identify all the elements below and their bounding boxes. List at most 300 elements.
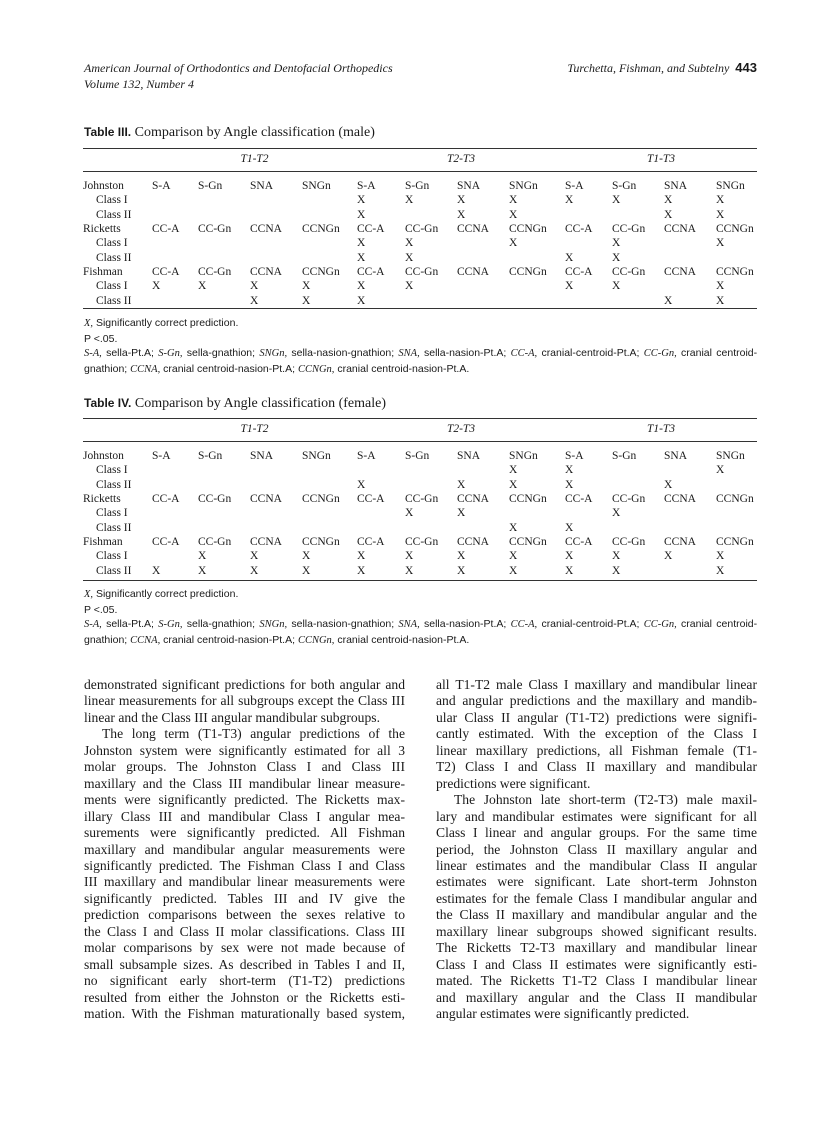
footnote-x xyxy=(84,316,757,332)
table-row xyxy=(83,463,757,477)
group-spacer xyxy=(83,422,152,436)
measure-header-cell: SNGn xyxy=(716,180,745,193)
text-line: maxillary and the Class III mandibular linear measure- xyxy=(84,775,405,791)
footnote-abbr: S-Gn, xyxy=(158,348,183,359)
text-line: maxillary and mandibular angular measurements were xyxy=(84,841,405,857)
significance-cell xyxy=(250,520,302,534)
significance-cell xyxy=(457,236,509,250)
text-line: maxillary linear subgroups showed significant results. xyxy=(436,923,757,939)
measure-header-cell: SNA xyxy=(664,180,688,193)
table-title: Comparison by Angle classification (male) xyxy=(134,125,375,140)
footnote-abbr: CCNA, xyxy=(130,363,161,375)
text-line: linear estimates and the mandibular Class II angular xyxy=(436,857,757,873)
measure-header-cell: CCNA xyxy=(457,265,489,278)
footnote-def: cranial centroid-nasion-Pt.A. xyxy=(337,633,470,646)
text-line: illary Class III and mandibular Class I angular mea- xyxy=(84,808,405,824)
footnote-abbr: CC-A, xyxy=(510,619,538,630)
significance-cell: X xyxy=(250,550,259,563)
table-rule xyxy=(83,171,757,172)
text-line: lary and mandibular estimates were significant for all xyxy=(436,808,757,824)
table-group-header xyxy=(83,152,757,166)
measure-header-cell: CC-A xyxy=(152,223,180,236)
table-row xyxy=(83,222,757,236)
significance-cell xyxy=(198,193,250,207)
body-column-left xyxy=(84,677,405,1023)
row-label: Johnston xyxy=(83,450,124,463)
table-body xyxy=(83,449,757,578)
row-label: Johnston xyxy=(83,180,124,193)
significance-cell xyxy=(198,506,250,520)
row-label: Class I xyxy=(96,507,128,520)
significance-cell: X xyxy=(457,507,466,520)
measure-header-cell: SNGn xyxy=(716,450,745,463)
significance-cell: X xyxy=(716,564,725,577)
significance-cell xyxy=(357,520,405,534)
footnote-def: cranial centroid-gnathion; xyxy=(84,347,758,375)
significance-cell xyxy=(152,193,198,207)
group-label-t1-t2: T1-T2 xyxy=(240,153,269,165)
row-label: Ricketts xyxy=(83,223,121,236)
significance-cell xyxy=(250,236,302,250)
significance-cell xyxy=(664,279,716,293)
significance-cell xyxy=(664,463,716,477)
measure-header-cell: CCNGn xyxy=(302,265,340,278)
measure-header-cell: CCNA xyxy=(457,535,489,548)
table-row xyxy=(83,535,757,549)
footnote-abbr: X, xyxy=(84,589,94,600)
significance-cell: X xyxy=(664,194,673,207)
measure-header-cell: CCNGn xyxy=(302,223,340,236)
significance-cell: X xyxy=(302,294,311,307)
measure-header-cell: S-A xyxy=(565,180,584,193)
significance-cell xyxy=(509,293,565,307)
significance-cell: X xyxy=(612,550,621,563)
significance-cell xyxy=(250,250,302,264)
table-row xyxy=(83,236,757,250)
significance-cell xyxy=(302,520,357,534)
measure-header-cell: CCNGn xyxy=(716,535,754,548)
measure-header-cell: SNGn xyxy=(302,450,331,463)
table-row xyxy=(83,520,757,534)
body-column-right xyxy=(436,677,757,1023)
text-line: T2) Class I and Class II maxillary and mandibular xyxy=(436,759,757,775)
significance-cell xyxy=(405,463,457,477)
significance-cell xyxy=(198,478,250,492)
significance-cell: X xyxy=(250,280,259,293)
significance-cell xyxy=(716,250,757,264)
text-line: cantly estimated. With the exception of the Class I xyxy=(436,726,757,742)
text-line: and maxillary angular and the Class II mandibular xyxy=(436,989,757,1005)
table-caption xyxy=(84,125,375,141)
significance-cell: X xyxy=(612,237,621,250)
significance-cell: X xyxy=(357,208,366,221)
group-label-t1-t3: T1-T3 xyxy=(646,153,676,165)
footnote-def: sella-Pt.A; xyxy=(106,347,154,359)
significance-cell: X xyxy=(716,208,725,221)
significance-cell: X xyxy=(664,478,673,491)
measure-header-cell: CCNGn xyxy=(509,223,547,236)
significance-cell xyxy=(612,208,664,222)
footnote-def: sella-nasion-Pt.A; xyxy=(424,618,507,630)
text-line: no significant early short-term (T1-T2) predictions xyxy=(84,973,405,989)
measure-header-cell: CC-A xyxy=(357,535,385,548)
significance-cell: X xyxy=(509,237,518,250)
significance-cell: X xyxy=(405,280,414,293)
significance-cell xyxy=(152,293,198,307)
significance-cell xyxy=(664,506,716,520)
paragraph xyxy=(84,677,405,726)
text-line: the Class II maxillary and mandibular angular and the xyxy=(436,907,757,923)
footnote-abbr: S-A, xyxy=(84,619,102,630)
footnote-abbr: CCNGn, xyxy=(297,363,335,375)
significance-cell xyxy=(152,463,198,477)
significance-cell xyxy=(664,236,716,250)
significance-cell: X xyxy=(612,564,621,577)
text-line: The long term (T1-T3) angular predictions of the xyxy=(102,726,405,742)
text-line: angular estimates were significantly predicted. xyxy=(436,1006,690,1022)
paragraph xyxy=(436,677,757,792)
table-rule xyxy=(83,148,757,149)
significance-cell xyxy=(457,279,509,293)
table-caption xyxy=(84,396,386,412)
measure-header-cell: CC-Gn xyxy=(612,265,646,278)
significance-cell: X xyxy=(357,294,366,307)
significance-cell: X xyxy=(509,521,518,534)
significance-cell: X xyxy=(357,237,366,250)
measure-header-cell: CCNA xyxy=(457,493,489,506)
significance-cell: X xyxy=(302,550,311,563)
measure-header-cell: S-A xyxy=(357,450,376,463)
row-label: Class II xyxy=(96,251,132,264)
measure-header-cell: CCNA xyxy=(250,493,282,506)
significance-cell: X xyxy=(250,564,259,577)
text-line: The Ricketts T2-T3 maxillary and mandibular linear xyxy=(436,940,757,956)
footnote-def: cranial centroid-nasion-Pt.A; xyxy=(163,362,296,375)
significance-cell: X xyxy=(664,550,673,563)
text-line: the Class I and Class II molar classifications. Class III xyxy=(84,923,405,939)
measure-header-cell: SNA xyxy=(664,450,688,463)
footnote-abbr: SNA, xyxy=(398,619,420,630)
measure-header-cell: SNA xyxy=(457,450,481,463)
text-line: significantly predicted. Tables III and IV give the xyxy=(84,890,405,906)
significance-cell xyxy=(565,293,612,307)
measure-header-cell: S-Gn xyxy=(405,180,430,193)
measure-header-cell: S-A xyxy=(357,180,376,193)
measure-header-cell: CC-A xyxy=(565,223,593,236)
significance-cell xyxy=(509,250,565,264)
significance-cell xyxy=(152,250,198,264)
row-label: Class I xyxy=(96,550,128,563)
measure-header-cell: SNGn xyxy=(509,180,538,193)
text-line: linear and the Class III angular mandibular subgroups. xyxy=(84,709,380,725)
text-line: estimates for the female Class I mandibular angular and xyxy=(436,890,757,906)
significance-cell xyxy=(716,520,757,534)
measure-header-cell: CC-Gn xyxy=(198,265,232,278)
table-rule xyxy=(83,418,757,419)
significance-cell: X xyxy=(457,208,466,221)
text-line: linear maxillary predictions, all Fishman female (T1- xyxy=(436,742,757,758)
measure-header-cell: S-A xyxy=(152,180,171,193)
significance-cell xyxy=(405,293,457,307)
footnote-def: sella-gnathion; xyxy=(186,347,256,359)
significance-cell xyxy=(565,236,612,250)
significance-cell xyxy=(302,208,357,222)
footnote-abbr: CC-A, xyxy=(510,348,538,359)
significance-cell: X xyxy=(405,507,414,520)
table-label: Table III. xyxy=(84,125,132,139)
table-row xyxy=(83,193,757,207)
table-row xyxy=(83,549,757,563)
row-label: Fishman xyxy=(83,535,123,548)
significance-cell: X xyxy=(612,194,621,207)
significance-cell xyxy=(198,520,250,534)
text-line: demonstrated significant predictions for both angular and xyxy=(84,677,405,692)
measure-header-cell: CCNA xyxy=(664,493,696,506)
row-label: Class I xyxy=(96,280,128,293)
footnote-abbr: SNGn, xyxy=(259,348,288,359)
measure-header-cell: S-A xyxy=(152,450,171,463)
text-line: predictions were significant. xyxy=(436,775,591,791)
measure-header-cell: CC-Gn xyxy=(198,223,232,236)
measure-header-cell: S-Gn xyxy=(612,180,637,193)
significance-cell xyxy=(152,520,198,534)
footnote-abbr: S-Gn, xyxy=(158,619,183,630)
measure-header-cell: CCNGn xyxy=(716,223,754,236)
paragraph xyxy=(436,792,757,1022)
table-rule xyxy=(83,441,757,442)
measure-header-cell: CCNA xyxy=(250,223,282,236)
text-line: molar comparisons by sex were not made because of xyxy=(84,940,405,956)
significance-cell: X xyxy=(565,194,574,207)
text-line: Johnston system were significantly estimated for all 3 xyxy=(84,742,405,758)
footnote-def: Significantly correct prediction. xyxy=(95,588,239,600)
significance-cell: X xyxy=(198,280,207,293)
text-line: ular Class II angular (T1-T2) predictions were signifi- xyxy=(436,709,757,725)
significance-cell xyxy=(357,463,405,477)
paragraph xyxy=(84,726,405,1022)
significance-cell: X xyxy=(152,280,161,293)
significance-cell xyxy=(302,193,357,207)
footnote-abbr: S-A, xyxy=(84,348,102,359)
significance-cell: X xyxy=(612,507,621,520)
significance-cell: X xyxy=(565,564,574,577)
table-row xyxy=(83,208,757,222)
significance-cell xyxy=(509,506,565,520)
measure-header-cell: CC-A xyxy=(152,493,180,506)
measure-header-cell: SNGn xyxy=(302,180,331,193)
significance-cell xyxy=(612,463,664,477)
text-line: significantly predicted. The Fishman Class I and Class xyxy=(84,857,405,873)
row-label: Class II xyxy=(96,521,132,534)
measure-header-cell: CC-A xyxy=(152,265,180,278)
significance-cell xyxy=(716,506,757,520)
running-header-right xyxy=(567,60,757,76)
significance-cell: X xyxy=(302,564,311,577)
significance-cell: X xyxy=(565,550,574,563)
footnote-abbr: CCNGn, xyxy=(297,634,335,646)
journal-volume: Volume 132, Number 4 xyxy=(84,77,194,91)
significance-cell xyxy=(405,208,457,222)
row-label: Class II xyxy=(96,294,132,307)
significance-cell: X xyxy=(565,464,574,477)
significance-cell: X xyxy=(509,564,518,577)
table-footnotes xyxy=(84,587,757,648)
table-group-header xyxy=(83,422,757,436)
significance-cell xyxy=(250,193,302,207)
significance-cell xyxy=(565,506,612,520)
significance-cell xyxy=(457,463,509,477)
table-row xyxy=(83,478,757,492)
footnote-abbr: CCNA, xyxy=(130,634,161,646)
authors: Turchetta, Fishman, and Subtelny xyxy=(567,61,730,75)
table-row xyxy=(83,449,757,463)
measure-header-cell: CC-Gn xyxy=(405,493,439,506)
measure-header-cell: CCNGn xyxy=(716,265,754,278)
table-row xyxy=(83,293,757,307)
significance-cell: X xyxy=(357,550,366,563)
measure-header-cell: CCNGn xyxy=(302,493,340,506)
significance-cell: X xyxy=(565,521,574,534)
group-label-t1-t2: T1-T2 xyxy=(240,423,269,435)
significance-cell xyxy=(250,478,302,492)
footnote-def: cranial centroid-nasion-Pt.A; xyxy=(163,633,296,646)
significance-cell xyxy=(302,250,357,264)
table-title: Comparison by Angle classification (female) xyxy=(134,396,387,411)
significance-cell xyxy=(405,520,457,534)
significance-cell xyxy=(716,478,757,492)
row-label: Class I xyxy=(96,237,128,250)
significance-cell xyxy=(302,506,357,520)
measure-header-cell: CC-Gn xyxy=(612,535,646,548)
row-label: Ricketts xyxy=(83,493,121,506)
significance-cell: X xyxy=(612,280,621,293)
text-line: III maxillary and mandibular linear measurements were xyxy=(84,874,405,890)
row-label: Fishman xyxy=(83,265,123,278)
measure-header-cell: S-Gn xyxy=(198,180,223,193)
significance-cell xyxy=(198,208,250,222)
measure-header-cell: CC-A xyxy=(357,265,385,278)
measure-header-cell: CC-Gn xyxy=(612,223,646,236)
group-label-t2-t3: T2-T3 xyxy=(446,423,476,435)
significance-cell: X xyxy=(357,194,366,207)
significance-cell: X xyxy=(405,251,414,264)
significance-cell xyxy=(198,293,250,307)
row-label: Class I xyxy=(96,464,128,477)
significance-cell: X xyxy=(405,564,414,577)
significance-cell: X xyxy=(198,550,207,563)
measure-header-cell: CC-Gn xyxy=(198,535,232,548)
measure-header-cell: CCNGn xyxy=(509,265,547,278)
page-number: 443 xyxy=(735,60,757,75)
measure-header-cell: SNA xyxy=(250,180,274,193)
significance-cell: X xyxy=(565,251,574,264)
significance-cell xyxy=(405,478,457,492)
table-rule xyxy=(83,580,757,581)
footnote-p: P <.05. xyxy=(84,603,118,616)
table-row xyxy=(83,506,757,520)
footnote-abbr: SNA, xyxy=(398,348,420,359)
text-line: Class I and Class II estimates were significantly esti- xyxy=(436,956,757,972)
text-line: surements were significantly predicted. All Fishman xyxy=(84,825,405,841)
table-rule xyxy=(83,308,757,309)
text-line: resulted from either the Johnston or the Ricketts esti- xyxy=(84,989,405,1005)
footnote-abbreviations xyxy=(84,617,757,648)
significance-cell xyxy=(152,549,198,563)
measure-header-cell: SNA xyxy=(457,180,481,193)
text-line: period, the Johnston Class II maxillary angular and xyxy=(436,841,757,857)
significance-cell xyxy=(357,506,405,520)
significance-cell: X xyxy=(405,237,414,250)
measure-header-cell: CC-A xyxy=(565,265,593,278)
footnote-abbr: SNGn, xyxy=(259,619,288,630)
measure-header-cell: CCNA xyxy=(250,535,282,548)
significance-cell: X xyxy=(716,550,725,563)
measure-header-cell: CC-A xyxy=(357,223,385,236)
significance-cell: X xyxy=(664,208,673,221)
measure-header-cell: CC-Gn xyxy=(405,265,439,278)
measure-header-cell: CCNGn xyxy=(302,535,340,548)
measure-header-cell: CCNA xyxy=(664,223,696,236)
measure-header-cell: CC-Gn xyxy=(198,493,232,506)
row-label: Class II xyxy=(96,208,132,221)
measure-header-cell: CCNA xyxy=(664,535,696,548)
significance-cell xyxy=(664,563,716,577)
significance-cell: X xyxy=(664,294,673,307)
text-line: and angular predictions and the maxillary and mandib- xyxy=(436,693,757,709)
footnote-def: cranial-centroid-Pt.A; xyxy=(541,347,640,359)
footnote-def: sella-nasion-Pt.A; xyxy=(424,347,507,359)
significance-cell xyxy=(198,236,250,250)
significance-cell xyxy=(152,506,198,520)
row-label: Class II xyxy=(96,478,132,491)
significance-cell xyxy=(565,208,612,222)
footnote-abbr: CC-Gn, xyxy=(643,348,677,359)
significance-cell: X xyxy=(716,237,725,250)
significance-cell: X xyxy=(716,294,725,307)
significance-cell: X xyxy=(152,564,161,577)
group-spacer xyxy=(83,152,152,166)
table-row xyxy=(83,492,757,506)
significance-cell xyxy=(664,520,716,534)
significance-cell: X xyxy=(405,194,414,207)
significance-cell xyxy=(152,236,198,250)
significance-cell: X xyxy=(565,478,574,491)
table-row xyxy=(83,279,757,293)
footnote-abbr: X, xyxy=(84,318,94,329)
running-header-left xyxy=(84,60,393,92)
significance-cell xyxy=(250,208,302,222)
text-line: small subsample sizes. As described in Tables I and II, xyxy=(84,956,405,972)
significance-cell: X xyxy=(716,194,725,207)
group-label-t1-t3: T1-T3 xyxy=(646,423,676,435)
significance-cell: X xyxy=(405,550,414,563)
significance-cell xyxy=(198,463,250,477)
measure-header-cell: S-Gn xyxy=(198,450,223,463)
significance-cell xyxy=(457,520,509,534)
measure-header-cell: SNA xyxy=(250,450,274,463)
significance-cell: X xyxy=(612,251,621,264)
table-body xyxy=(83,179,757,308)
text-line: mated. The Ricketts T1-T2 Class I mandibular linear xyxy=(436,973,757,989)
table-row xyxy=(83,250,757,264)
measure-header-cell: CC-Gn xyxy=(405,223,439,236)
significance-cell: X xyxy=(716,280,725,293)
significance-cell xyxy=(612,293,664,307)
footnote-def: Significantly correct prediction. xyxy=(95,317,239,329)
significance-cell: X xyxy=(509,478,518,491)
footnote-abbreviations xyxy=(84,346,757,377)
footnote-def: cranial-centroid-Pt.A; xyxy=(541,618,640,630)
